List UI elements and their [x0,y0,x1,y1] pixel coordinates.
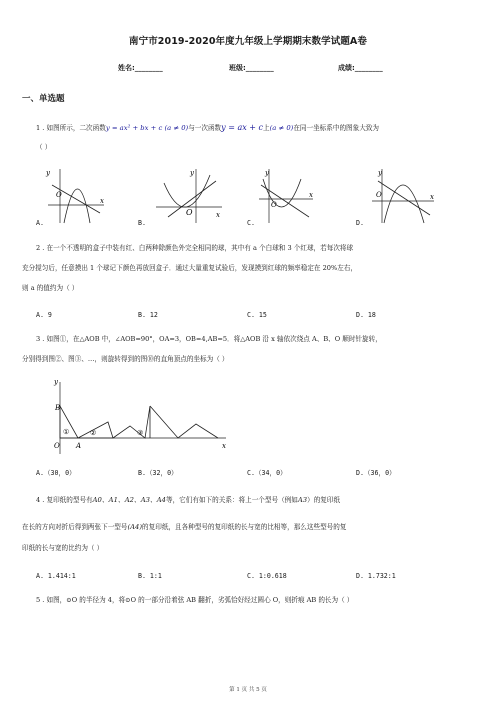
q4-math-a3: A3 [297,496,308,504]
q2-line-1: 2 . 在一个不透明的盒子中装有红、白两种除颜色外完全相同的球，其中有 a 个白球和 3 个红球，若每次将球 [36,244,354,252]
svg-text:y: y [265,169,269,177]
svg-text:x: x [309,191,313,199]
svg-text:x: x [100,197,104,205]
q1-graph-d [368,165,438,225]
q3-option-b[interactable]: B.（32，0） [138,469,178,477]
q1-option-c[interactable]: C. [247,219,255,227]
svg-text:O: O [376,191,382,199]
q4-text-c: ）的复印纸 [307,496,341,504]
q1-graph-a [38,165,108,225]
q2-option-b[interactable]: B. 12 [138,311,158,319]
svg-text:x: x [216,211,220,219]
q2-option-d[interactable]: D. 18 [356,311,376,319]
q1-text-d: 在同一坐标系中的图象大致为 [293,124,380,132]
svg-text:O: O [271,201,277,209]
q1-option-d[interactable]: D. [356,219,364,227]
q1-option-a[interactable]: A. [36,219,44,227]
q3-label-y: y [54,378,58,386]
q4-line2-a: 在长的方向对折后得到两张下一型号 [22,523,128,531]
q3-line-2: 分别得到图②、图③、…，则旋转得到的图⑩的直角顶点的坐标为（ ） [22,355,229,363]
q4-text-a: 4 . 复印纸的型号有 [36,496,93,504]
q1-option-b[interactable]: B. [138,219,146,227]
q1-graph-b [150,165,225,225]
svg-text:x: x [430,193,434,201]
page-title: 南宁市2019-2020年度九年级上学期期末数学试题A卷 [129,36,367,47]
q2-line-2: 充分搅匀后，任意摸出 1 个球记下颜色再放回盒子．通过大量重复试验后，发现摸到红球的频率稳定在 20%左右， [22,264,358,272]
svg-text:O: O [56,191,62,199]
q4-math-sizes: A0、A1、A2、A3、A4 [92,496,166,504]
q2-option-a[interactable]: A. 9 [36,311,52,319]
q1-graph-c [255,165,317,225]
name-field-label: 姓名:________ [118,64,163,72]
q4-line-1 [36,496,340,505]
q4-option-a[interactable]: A. 1.414:1 [36,572,76,580]
svg-text:y: y [46,169,50,177]
page-footer: 第 1 页 共 5 页 [229,687,267,693]
question-1-stem [36,123,379,133]
svg-text:O: O [186,208,193,217]
q1-text-b: 与一次函数 [188,124,222,132]
q4-text-b: 等，它们有如下的关系：将上一个型号（例如 [166,496,298,504]
q4-option-c[interactable]: C. 1:0.618 [247,572,287,580]
q3-label-x: x [222,442,226,450]
q3-label-b: B [55,404,61,412]
q3-label-o: O [54,442,60,450]
q3-label-a: A [76,442,82,450]
q1-text-a: 1 . 如图所示，二次函数 [36,124,106,132]
score-field-label: 成绩:________ [338,64,383,72]
q4-math-a4: (A4) [127,523,143,531]
q3-label-fig3: ③ [137,429,144,437]
q1-answer-blank: （ ） [36,143,52,151]
q2-line-3: 则 a 的值约为（ ） [22,284,79,292]
class-field-label: 班级:________ [229,64,274,72]
q4-option-d[interactable]: D. 1.732:1 [356,572,396,580]
svg-text:y: y [378,169,382,177]
q4-line2-b: 的复印纸，且各种型号的复印纸的长与宽的比相等，那么这些型号的复 [142,523,347,531]
q3-option-a[interactable]: A.（30，0） [36,469,76,477]
q1-math-condition: (a ≠ 0) [269,124,294,132]
q3-rotation-figure [50,376,230,456]
section-heading-single-choice: 一、单选题 [22,94,65,104]
svg-text:y: y [190,169,194,177]
q1-text-c: 上 [263,124,270,132]
q4-line-2 [22,523,346,532]
q4-line-3: 印纸的长与宽的比约为（ ） [22,544,104,552]
q1-math-linear: y = ax + c [221,123,264,132]
q3-option-c[interactable]: C.（34，0） [247,469,287,477]
q2-option-c[interactable]: C. 15 [247,311,267,319]
q3-label-fig1: ① [63,428,70,436]
q5-line-1: 5 . 如图，⊙O 的半径为 4，将⊙O 的一部分沿着弦 AB 翻折，劣弧恰好经过圆心 O，则折痕 AB 的长为（ ） [36,596,354,604]
q3-line-1: 3 . 如图①，在△AOB 中，∠AOB=90°，OA=3，OB=4,AB=5．将△AOB 沿 x 轴依次绕点 A、B、O 顺时针旋转， [36,335,382,343]
q3-label-fig2: ② [90,429,97,437]
q3-option-d[interactable]: D.（36，0） [356,469,396,477]
q1-math-quadratic: y = ax² + bx + c (a ≠ 0) [105,124,189,132]
q4-option-b[interactable]: B. 1:1 [138,572,162,580]
